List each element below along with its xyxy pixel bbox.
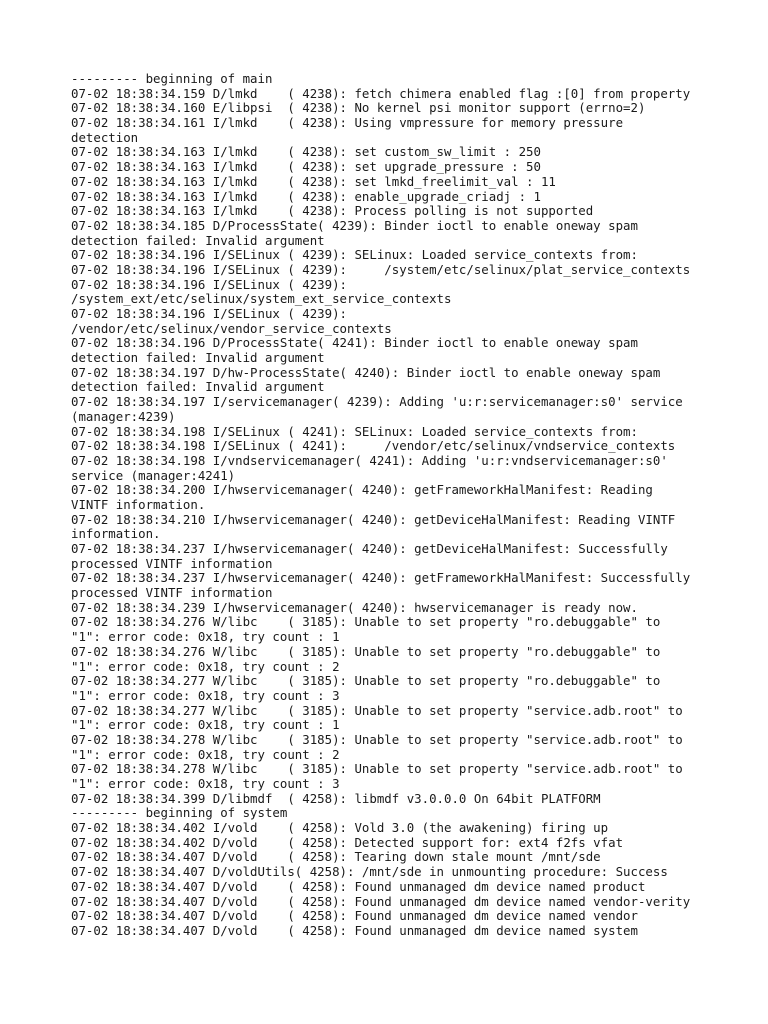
log-line: 07-02 18:38:34.197 I/servicemanager( 4239): Adding 'u:r:servicemanager:s0' service: [71, 394, 683, 410]
log-line: 07-02 18:38:34.407 D/vold ( 4258): Tearing down stale mount /mnt/sde: [71, 849, 601, 865]
log-line: detection failed: Invalid argument: [71, 379, 325, 395]
log-page: [71, 72, 701, 939]
log-line: 07-02 18:38:34.237 I/hwservicemanager( 4240): getFrameworkHalManifest: Successfully: [71, 570, 691, 586]
log-line: 07-02 18:38:34.163 I/lmkd ( 4238): Process polling is not supported: [71, 203, 594, 219]
log-line: 07-02 18:38:34.198 I/SELinux ( 4241): /vendor/etc/selinux/vndservice_contexts: [71, 438, 676, 454]
log-line: 07-02 18:38:34.198 I/vndservicemanager( 4241): Adding 'u:r:vndservicemanager:s0': [71, 452, 668, 468]
log-line: 07-02 18:38:34.196 I/SELinux ( 4239):: [71, 306, 348, 321]
log-line: VINTF information.: [71, 496, 206, 512]
log-line: 07-02 18:38:34.198 I/SELinux ( 4241): SELinux: Loaded service_contexts from:: [71, 423, 638, 439]
log-line: 07-02 18:38:34.277 W/libc ( 3185): Unable to set property "service.adb.root" to: [71, 702, 683, 718]
log-line: 07-02 18:38:34.237 I/hwservicemanager( 4240): getDeviceHalManifest: Successfully: [71, 541, 668, 556]
log-line: information.: [71, 526, 161, 542]
log-line: "1": error code: 0x18, try count : 3: [71, 776, 340, 791]
log-line: 07-02 18:38:34.159 D/lmkd ( 4238): fetch chimera enabled flag :[0] from property: [71, 85, 691, 101]
log-line: 07-02 18:38:34.278 W/libc ( 3185): Unable to set property "service.adb.root" to: [71, 731, 683, 747]
log-line: 07-02 18:38:34.163 I/lmkd ( 4238): set upgrade_pressure : 50: [71, 159, 541, 175]
log-line: 07-02 18:38:34.163 I/lmkd ( 4238): enable_upgrade_criadj : 1: [71, 188, 541, 204]
log-line: 07-02 18:38:34.185 D/ProcessState( 4239): Binder ioctl to enable oneway spam: [71, 217, 638, 233]
log-line: 07-02 18:38:34.402 D/vold ( 4258): Detected support for: ext4 f2fs vfat: [71, 834, 624, 850]
log-line: 07-02 18:38:34.276 W/libc ( 3185): Unable to set property "ro.debuggable" to: [71, 614, 661, 630]
log-line: 07-02 18:38:34.407 D/voldUtils( 4258): /mnt/sde in unmounting procedure: Success: [71, 864, 668, 880]
log-line: detection failed: Invalid argument: [71, 232, 325, 248]
log-line: 07-02 18:38:34.210 I/hwservicemanager( 4240): getDeviceHalManifest: Reading VINTF: [71, 511, 676, 527]
log-line: /system_ext/etc/selinux/system_ext_service_contexts: [71, 291, 452, 307]
log-line: "1": error code: 0x18, try count : 3: [71, 687, 340, 703]
log-line: 07-02 18:38:34.407 D/vold ( 4258): Found unmanaged dm device named product: [71, 878, 646, 894]
log-line: service (manager:4241): [71, 467, 236, 483]
log-line: 07-02 18:38:34.407 D/vold ( 4258): Found unmanaged dm device named vendor: [71, 908, 638, 924]
log-line: 07-02 18:38:34.197 D/hw-ProcessState( 4240): Binder ioctl to enable oneway spam: [71, 364, 661, 380]
log-line: 07-02 18:38:34.163 I/lmkd ( 4238): set lmkd_freelimit_val : 11: [71, 173, 556, 189]
log-line: --------- beginning of system: [71, 805, 288, 821]
log-line: (manager:4239): [71, 408, 176, 424]
log-line: 07-02 18:38:34.399 D/libmdf ( 4258): libmdf v3.0.0.0 On 64bit PLATFORM: [71, 790, 601, 806]
log-line: 07-02 18:38:34.160 E/libpsi ( 4238): No kernel psi monitor support (errno=2): [71, 100, 646, 116]
log-line: --------- beginning of main: [71, 71, 273, 86]
log-line: 07-02 18:38:34.196 I/SELinux ( 4239): SELinux: Loaded service_contexts from:: [71, 247, 638, 263]
log-line: 07-02 18:38:34.239 I/hwservicemanager( 4240): hwservicemanager is ready now.: [71, 599, 638, 615]
log-line: 07-02 18:38:34.196 I/SELinux ( 4239):: [71, 276, 348, 292]
log-line: "1": error code: 0x18, try count : 2: [71, 658, 340, 674]
log-line: "1": error code: 0x18, try count : 1: [71, 629, 340, 645]
log-line: 07-02 18:38:34.196 D/ProcessState( 4241): Binder ioctl to enable oneway spam: [71, 335, 638, 351]
log-line: 07-02 18:38:34.163 I/lmkd ( 4238): set custom_sw_limit : 250: [71, 144, 541, 160]
log-line: detection failed: Invalid argument: [71, 350, 325, 366]
log-line: processed VINTF information: [71, 585, 273, 601]
log-line: 07-02 18:38:34.277 W/libc ( 3185): Unable to set property "ro.debuggable" to: [71, 673, 661, 689]
log-line: 07-02 18:38:34.200 I/hwservicemanager( 4240): getFrameworkHalManifest: Reading: [71, 482, 653, 498]
log-line: 07-02 18:38:34.407 D/vold ( 4258): Found unmanaged dm device named system: [71, 922, 638, 938]
log-line: "1": error code: 0x18, try count : 2: [71, 746, 340, 762]
log-line: detection: [71, 129, 139, 145]
log-line: "1": error code: 0x18, try count : 1: [71, 717, 340, 733]
log-line: 07-02 18:38:34.161 I/lmkd ( 4238): Using vmpressure for memory pressure: [71, 115, 624, 131]
log-line: 07-02 18:38:34.196 I/SELinux ( 4239): /system/etc/selinux/plat_service_contexts: [71, 261, 691, 277]
log-line: /vendor/etc/selinux/vendor_service_contexts: [71, 320, 392, 336]
log-line: 07-02 18:38:34.402 I/vold ( 4258): Vold 3.0 (the awakening) firing up: [71, 820, 609, 836]
log-line: 07-02 18:38:34.407 D/vold ( 4258): Found unmanaged dm device named vendor-verity: [71, 893, 691, 909]
log-line: 07-02 18:38:34.278 W/libc ( 3185): Unable to set property "service.adb.root" to: [71, 761, 683, 777]
log-line: processed VINTF information: [71, 555, 273, 571]
log-line: 07-02 18:38:34.276 W/libc ( 3185): Unable to set property "ro.debuggable" to: [71, 643, 661, 659]
